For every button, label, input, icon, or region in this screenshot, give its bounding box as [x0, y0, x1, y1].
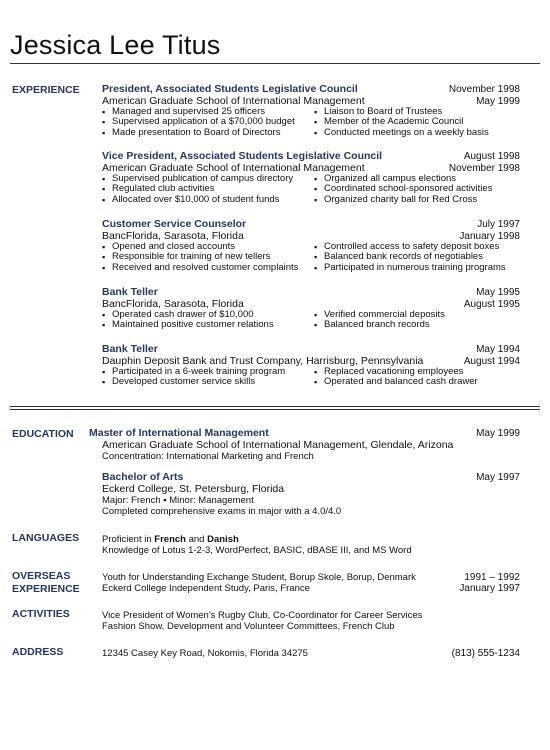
degree-detail: Concentration: International Marketing and French	[102, 451, 314, 462]
job-bullet: ▪ Balanced bank records of negotiables	[314, 252, 520, 262]
activities-line: Vice President of Women's Rugby Club, Co-Coordinator for Career Services	[102, 610, 423, 621]
job-bullet: ▪ Supervised application of a $70,000 budget	[102, 117, 314, 127]
job-bullet: ▪ Replaced vacationing employees	[314, 367, 520, 377]
job-bullet: ▪ Conducted meetings on a weekly basis	[314, 128, 520, 138]
degree-school: Eckerd College, St. Petersburg, Florida	[102, 482, 285, 495]
overseas-item: Youth for Understanding Exchange Student, Borup Skole, Borup, Denmark 1991 – 1992	[102, 572, 520, 583]
section-divider-bottom	[10, 409, 540, 410]
experience-label: EXPERIENCE	[12, 84, 80, 96]
job-title: President, Associated Students Legislative Council	[102, 83, 358, 95]
job-bullet: ▪ Supervised publication of campus directory	[102, 174, 314, 184]
job-entry	[102, 84, 520, 139]
job-bullet: ▪ Received and resolved customer complaints	[102, 263, 314, 273]
job-organization: American Graduate School of International Management	[102, 94, 365, 107]
activities-line: Fashion Show, Development and Volunteer Committees, French Club	[102, 621, 395, 632]
job-title: Bank Teller	[102, 286, 158, 298]
activities-content	[102, 610, 520, 632]
job-bullet: ▪ Regulated club activities	[102, 184, 314, 194]
job-end-date: August 1994	[463, 355, 520, 367]
applicant-name: Jessica Lee Titus	[10, 30, 221, 60]
languages-label: LANGUAGES	[12, 532, 80, 544]
job-entry	[102, 287, 520, 332]
job-bullet: ▪ Balanced branch records	[314, 320, 520, 330]
address-content	[102, 648, 520, 659]
job-title: Customer Service Counselor	[102, 218, 247, 230]
overseas-content	[102, 572, 520, 594]
activities-label: ACTIVITIES	[12, 608, 70, 620]
degree-title: Master of International Management	[89, 427, 269, 439]
job-entry	[102, 219, 520, 274]
degree-date: May 1997	[476, 472, 520, 483]
job-start-date: August 1998	[463, 151, 520, 162]
job-end-date: August 1995	[463, 298, 520, 310]
job-bullet: ▪ Made presentation to Board of Directors	[102, 128, 314, 138]
job-bullet: ▪ Managed and supervised 25 officers	[102, 107, 314, 117]
job-bullet: ▪ Responsible for training of new tellers	[102, 252, 314, 262]
job-bullet: ▪ Operated and balanced cash drawer	[314, 377, 520, 387]
phone-number: (813) 555-1234	[451, 648, 520, 659]
job-bullet: ▪ Maintained positive customer relations	[102, 320, 314, 330]
job-end-date: May 1999	[476, 95, 520, 107]
job-bullet: ▪ Coordinated school-sponsored activities	[314, 184, 520, 194]
job-bullet: ▪ Organized charity ball for Red Cross	[314, 195, 520, 205]
job-bullet: ▪ Participated in a 6-week training program	[102, 367, 314, 377]
job-title: Vice President, Associated Students Legislative Council	[102, 150, 383, 162]
job-organization: American Graduate School of International Management	[102, 161, 365, 174]
job-bullet: ▪ Operated cash drawer of $10,000	[102, 310, 314, 320]
address-label: ADDRESS	[12, 646, 64, 658]
overseas-item: Eckerd College Independent Study, Paris, France January 1997	[102, 583, 520, 594]
job-bullet: ▪ Verified commercial deposits	[314, 310, 520, 320]
job-bullet: ▪ Liaison to Board of Trustees	[314, 107, 520, 117]
job-start-date: November 1998	[448, 84, 520, 95]
job-bullet: ▪ Member of the Academic Council	[314, 117, 520, 127]
languages-proficiency: Proficient in French and Danish	[102, 534, 239, 545]
degree-entry	[89, 427, 520, 462]
job-title: Bank Teller	[102, 343, 158, 355]
languages-content	[102, 534, 520, 556]
job-bullet: ▪ Developed customer service skills	[102, 377, 314, 387]
language-french: French	[154, 534, 186, 545]
section-divider-top	[10, 406, 540, 407]
education-label: EDUCATION	[12, 428, 74, 440]
job-organization: Dauphin Deposit Bank and Trust Company, Harrisburg, Pennsylvania	[102, 354, 424, 367]
overseas-date: 1991 – 1992	[464, 572, 520, 583]
job-bullet: ▪ Controlled access to safety deposit boxes	[314, 242, 520, 252]
degree-detail: Major: French ▪ Minor: Management	[102, 495, 254, 506]
job-start-date: May 1995	[476, 287, 520, 298]
job-organization: BancFlorida, Sarasota, Florida	[102, 229, 244, 242]
degree-entry	[102, 472, 520, 517]
job-entry	[102, 344, 520, 389]
overseas-label: OVERSEAS EXPERIENCE	[12, 570, 80, 595]
degree-title: Bachelor of Arts	[102, 471, 184, 483]
job-bullet: ▪ Organized all campus elections	[314, 174, 520, 184]
job-entry	[102, 151, 520, 206]
job-start-date: July 1997	[477, 219, 520, 230]
degree-school: American Graduate School of International Management, Glendale, Arizona	[102, 438, 454, 451]
overseas-date: January 1997	[459, 583, 520, 594]
job-organization: BancFlorida, Sarasota, Florida	[102, 297, 244, 310]
job-end-date: January 1998	[459, 230, 520, 242]
job-end-date: November 1998	[448, 162, 520, 174]
street-address: 12345 Casey Key Road, Nokomis, Florida 34275	[102, 648, 308, 659]
job-bullet: ▪ Participated in numerous training programs	[314, 263, 520, 273]
language-danish: Danish	[207, 534, 239, 545]
job-bullet: ▪ Opened and closed accounts	[102, 242, 314, 252]
job-start-date: May 1994	[476, 344, 520, 355]
job-bullet: ▪ Allocated over $10,000 of student funds	[102, 195, 314, 205]
header-divider	[10, 63, 540, 64]
degree-detail: Completed comprehensive exams in major with a 4.0/4.0	[102, 506, 342, 517]
software-skills: Knowledge of Lotus 1-2-3, WordPerfect, BASIC, dBASE III, and MS Word	[102, 545, 412, 556]
degree-date: May 1999	[476, 428, 520, 439]
